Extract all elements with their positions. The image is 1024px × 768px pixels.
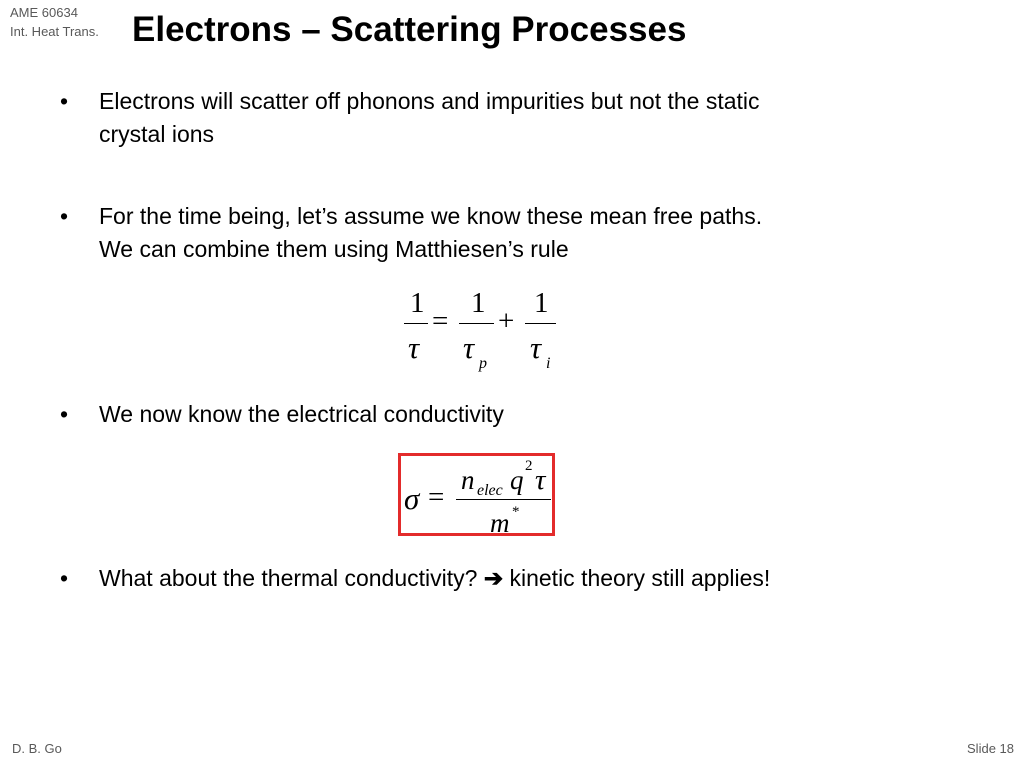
subscript-p: p xyxy=(479,355,487,372)
right-arrow-icon: ➔ xyxy=(483,565,504,591)
bullet-text-line: We now know the electrical conductivity xyxy=(99,401,504,427)
bullet-marker: • xyxy=(60,88,69,114)
n-symbol: n xyxy=(461,465,475,495)
tau-symbol: τ xyxy=(535,464,546,496)
equation-matthiesen xyxy=(400,285,570,375)
bullet-text-line xyxy=(99,562,770,595)
fraction-bar xyxy=(456,499,551,500)
bullet-marker: • xyxy=(60,401,69,427)
course-name: Int. Heat Trans. xyxy=(10,24,99,39)
bullet-text-line: We can combine them using Matthiesen’s rule xyxy=(99,236,569,262)
fraction-bar xyxy=(404,323,428,324)
q-symbol: q xyxy=(510,465,524,495)
equals-sign: = xyxy=(428,481,445,513)
bullet-text-answer: kinetic theory still applies! xyxy=(509,565,771,591)
numerator-one: 1 xyxy=(534,287,549,319)
subscript-elec: elec xyxy=(477,482,503,499)
subscript-i: i xyxy=(546,355,551,372)
tau-symbol: τ xyxy=(530,330,542,365)
bullet-text-question: What about the thermal conductivity? xyxy=(99,565,478,591)
superscript-2: 2 xyxy=(525,458,533,474)
footer-slide-number: Slide 18 xyxy=(967,741,1014,756)
course-code: AME 60634 xyxy=(10,5,78,20)
fraction-bar xyxy=(459,323,494,324)
bullet-text-line: For the time being, let’s assume we know these mean free paths. xyxy=(99,203,763,229)
course-label xyxy=(10,3,99,41)
bullet-marker: • xyxy=(60,565,69,591)
fraction-bar xyxy=(525,323,556,324)
sigma-symbol: σ xyxy=(404,481,420,516)
bullet-text-line: crystal ions xyxy=(99,121,215,147)
equation-conductivity xyxy=(398,453,555,536)
numerator-one: 1 xyxy=(410,287,425,319)
bullet-text-line: Electrons will scatter off phonons and impurities but not the static xyxy=(99,88,760,114)
m-symbol: m xyxy=(490,508,510,538)
numerator-one: 1 xyxy=(471,287,486,319)
footer-author: D. B. Go xyxy=(12,741,62,756)
slide-title: Electrons – Scattering Processes xyxy=(132,10,687,49)
superscript-star: * xyxy=(512,504,520,520)
equals-sign: = xyxy=(432,305,449,337)
tau-symbol: τ xyxy=(408,330,420,365)
tau-symbol: τ xyxy=(463,330,475,365)
plus-sign: + xyxy=(498,305,515,337)
bullet-marker: • xyxy=(60,203,69,229)
